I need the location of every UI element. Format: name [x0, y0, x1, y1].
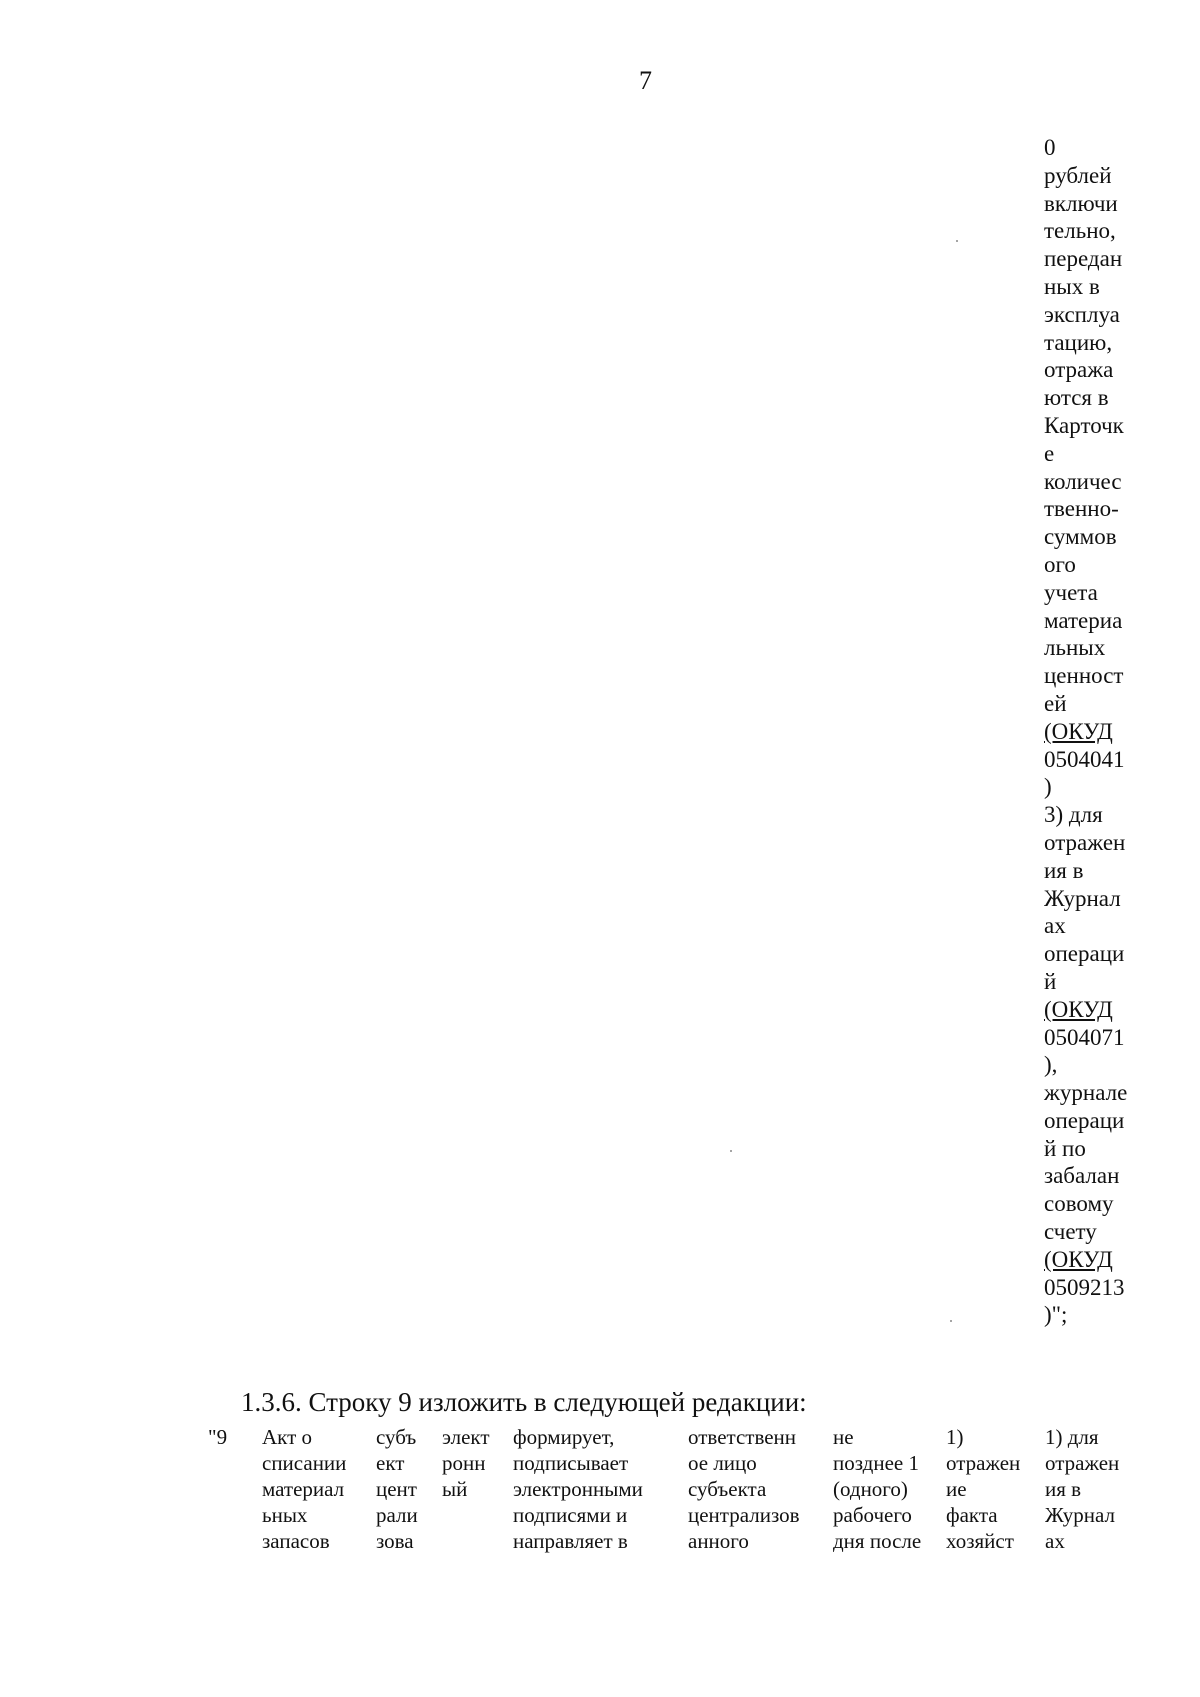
table-cell	[946, 1424, 1020, 1554]
table-cell-line: отражен	[946, 1451, 1021, 1475]
column-text-line: е	[1044, 440, 1055, 466]
column-text-line: отражен	[1044, 829, 1126, 855]
table-cell-line: 1)	[946, 1425, 964, 1449]
table-cell-line: 1) для	[1045, 1425, 1099, 1449]
column-text-line: )";	[1044, 1302, 1068, 1328]
table-cell-line: ый	[442, 1477, 468, 1501]
column-text-line: включи	[1044, 190, 1118, 216]
column-text-line: )	[1044, 774, 1052, 800]
table-cell-line: ия в	[1045, 1477, 1082, 1501]
column-text-line: (ОКУД	[1044, 718, 1113, 744]
table-cell-line: хозяйст	[946, 1529, 1014, 1553]
table-cell-line: рабочего	[833, 1503, 912, 1527]
table-cell	[208, 1424, 227, 1450]
column-text-line: тацию,	[1044, 329, 1113, 355]
column-text-line: ются в	[1044, 385, 1109, 411]
table-cell-line: дня после	[833, 1529, 922, 1553]
column-text-line: ей	[1044, 690, 1067, 716]
column-text-line: твенно-	[1044, 496, 1119, 522]
scan-speck	[956, 240, 958, 242]
column-text-line: ия в	[1044, 857, 1084, 883]
column-text-line: ных в	[1044, 273, 1100, 299]
page-number: 7	[639, 66, 652, 95]
column-text-line: забалан	[1044, 1163, 1120, 1189]
table-cell-line: анного	[688, 1529, 749, 1553]
table-cell-line: ответственн	[688, 1425, 797, 1449]
column-text-line: 0504041	[1044, 746, 1125, 772]
column-text-line: 3) для	[1044, 802, 1103, 828]
table-cell	[262, 1424, 346, 1554]
table-cell-line: ронн	[442, 1451, 486, 1475]
table-cell	[376, 1424, 418, 1554]
column-text-line: Карточк	[1044, 412, 1124, 438]
table-cell-line: ие	[946, 1477, 967, 1501]
table-cell-line: материал	[262, 1477, 345, 1501]
table-cell-line: запасов	[262, 1529, 330, 1553]
table-cell-line: подписями и	[513, 1503, 628, 1527]
column-text-line: материа	[1044, 607, 1123, 633]
column-text-line: отража	[1044, 357, 1114, 383]
table-cell-line: элект	[442, 1425, 490, 1449]
column-text-line: (ОКУД	[1044, 996, 1113, 1022]
column-text-line: ах	[1044, 913, 1066, 939]
table-cell	[513, 1424, 643, 1554]
table-cell-line: зова	[376, 1529, 414, 1553]
scan-speck	[950, 1320, 952, 1322]
table-cell-line: Акт о	[262, 1425, 313, 1449]
column-text-line: 0509213	[1044, 1274, 1125, 1300]
table-cell-line: факта	[946, 1503, 998, 1527]
column-text-line: тельно,	[1044, 218, 1116, 244]
amendment-instruction: 1.3.6. Строку 9 изложить в следующей редакции:	[241, 1387, 807, 1417]
column-text-line: 0504071	[1044, 1024, 1125, 1050]
table-cell-line: не	[833, 1425, 854, 1449]
column-text-line: операци	[1044, 941, 1125, 967]
column-text-line: ого	[1044, 551, 1076, 577]
column-text-line: (ОКУД	[1044, 1246, 1113, 1272]
table-cell-line: подписывает	[513, 1451, 629, 1475]
table-cell-line: "9	[208, 1425, 228, 1449]
table-cell-line: Журнал	[1045, 1503, 1116, 1527]
table-cell-line: списании	[262, 1451, 347, 1475]
column-text-line: количес	[1044, 468, 1122, 494]
table-cell-line: субъекта	[688, 1477, 767, 1501]
table-cell-line: (одного)	[833, 1477, 908, 1501]
column-text-line: эксплуа	[1044, 301, 1120, 327]
column-text-line: рублей	[1044, 162, 1112, 188]
table-cell-line: ое лицо	[688, 1451, 757, 1475]
table-cell	[833, 1424, 921, 1554]
table-cell-line: цент	[376, 1477, 417, 1501]
table-cell-line: ах	[1045, 1529, 1065, 1553]
table-cell-line: электронными	[513, 1477, 643, 1501]
column-text-line: 0	[1044, 135, 1056, 160]
column-text-line: й по	[1044, 1135, 1086, 1161]
table-cell-line: ьных	[262, 1503, 308, 1527]
column-text-line: й	[1044, 968, 1057, 994]
column-text-line: операци	[1044, 1107, 1125, 1133]
table-cell-line: рали	[376, 1503, 418, 1527]
scan-speck	[730, 1150, 732, 1152]
table-cell	[688, 1424, 800, 1554]
continued-column-text	[1044, 134, 1144, 1329]
column-text-line: суммов	[1044, 524, 1117, 550]
table-cell-line: централизов	[688, 1503, 800, 1527]
column-text-line: передан	[1044, 246, 1123, 272]
column-text-line: льных	[1044, 635, 1106, 661]
table-cell-line: субъ	[376, 1425, 417, 1449]
column-text-line: журнале	[1044, 1080, 1128, 1106]
table-cell-line: позднее 1	[833, 1451, 919, 1475]
table-cell-line: направляет в	[513, 1529, 628, 1553]
column-text-line: учета	[1044, 579, 1098, 605]
table-cell	[442, 1424, 490, 1502]
column-text-line: счету	[1044, 1219, 1097, 1245]
table-cell-line: ект	[376, 1451, 405, 1475]
column-text-line: совому	[1044, 1191, 1114, 1217]
table-cell	[1045, 1424, 1119, 1554]
table-cell-line: отражен	[1045, 1451, 1120, 1475]
table-cell-line: формирует,	[513, 1425, 615, 1449]
column-text-line: Журнал	[1044, 885, 1121, 911]
column-text-line: ценност	[1044, 663, 1124, 689]
column-text-line: ),	[1044, 1052, 1058, 1078]
